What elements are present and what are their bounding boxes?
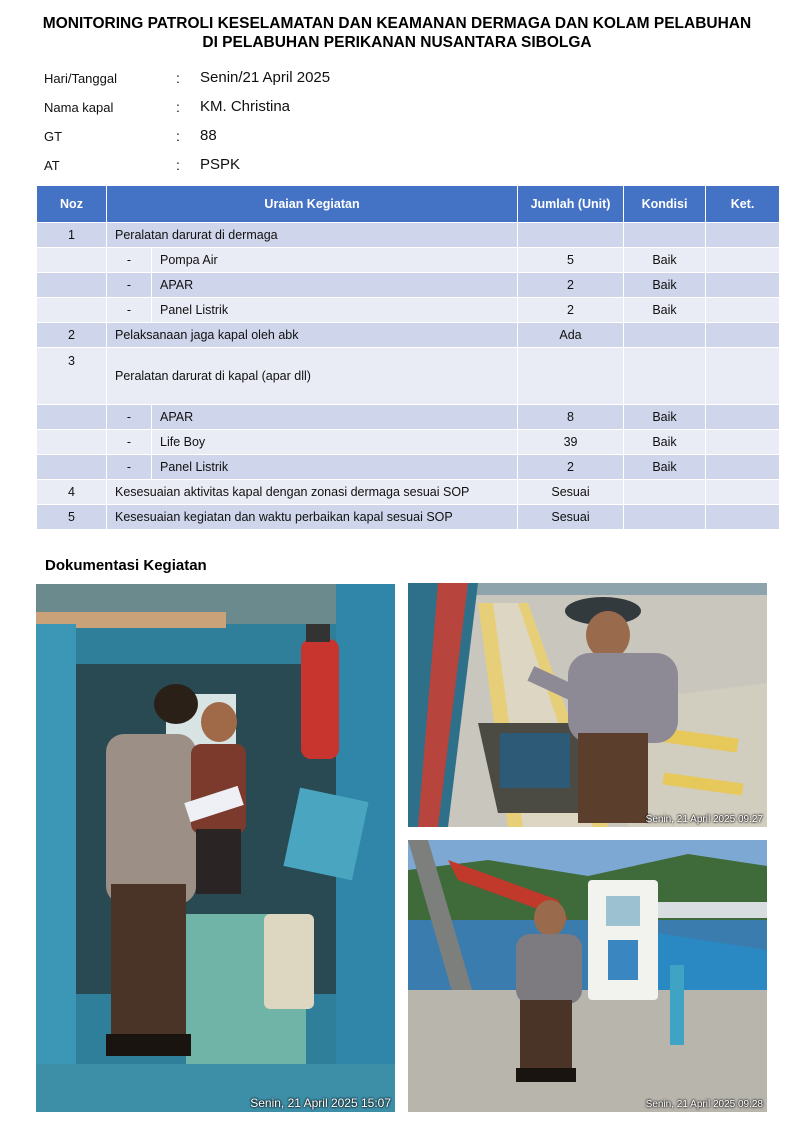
cell-dash: - [107, 455, 152, 480]
title-line-2: DI PELABUHAN PERIKANAN NUSANTARA SIBOLGA [202, 34, 592, 51]
cell-dash: - [107, 273, 152, 298]
cell-no: 5 [37, 505, 107, 530]
cell-ket [706, 348, 780, 405]
info-row-ship-name [44, 95, 544, 124]
table-row [37, 223, 780, 248]
header-no: Noz [37, 186, 107, 223]
cell-ket [706, 430, 780, 455]
cell-ket [706, 273, 780, 298]
cell-dash: - [107, 298, 152, 323]
cell-no: 1 [37, 223, 107, 248]
photo-electrical-panel [408, 840, 767, 1112]
header-jumlah: Jumlah (Unit) [518, 186, 624, 223]
photo-icon [36, 584, 395, 1112]
title-line-1: MONITORING PATROLI KESELAMATAN DAN KEAMANAN DERMAGA DAN KOLAM PELABUHAN [42, 15, 752, 32]
photo-timestamp: Senin, 21 April 2025 15:07 [250, 1096, 391, 1110]
cell-kondisi [624, 505, 706, 530]
info-colon: : [176, 70, 180, 86]
cell-uraian: Kesesuaian aktivitas kapal dengan zonasi dermaga sesuai SOP [107, 480, 518, 505]
cell-uraian: Life Boy [152, 430, 518, 455]
info-value: Senin/21 April 2025 [200, 69, 331, 86]
info-colon: : [176, 128, 180, 144]
photo-icon [408, 840, 767, 1112]
cell-kondisi: Baik [624, 455, 706, 480]
header-uraian: Uraian Kegiatan [107, 186, 518, 223]
table-header-row [37, 186, 780, 223]
info-row-gt [44, 124, 544, 153]
cell-no: 2 [37, 323, 107, 348]
table-row [37, 405, 780, 430]
photo-dock-inspection [408, 583, 767, 827]
info-row-at [44, 153, 544, 182]
cell-uraian: APAR [152, 405, 518, 430]
info-colon: : [176, 157, 180, 173]
cell-kondisi: Baik [624, 405, 706, 430]
table-row [37, 430, 780, 455]
cell-ket [706, 323, 780, 348]
cell-uraian: Panel Listrik [152, 298, 518, 323]
photo-icon [408, 583, 767, 827]
cell-jumlah: 5 [518, 248, 624, 273]
cell-no: 3 [37, 348, 107, 405]
cell-jumlah [518, 223, 624, 248]
info-colon: : [176, 99, 180, 115]
cell-jumlah: 2 [518, 298, 624, 323]
table-row [37, 505, 780, 530]
cell-ket [706, 480, 780, 505]
cell-dash: - [107, 405, 152, 430]
table-row [37, 273, 780, 298]
cell-no [37, 298, 107, 323]
cell-no: 4 [37, 480, 107, 505]
cell-uraian: Pompa Air [152, 248, 518, 273]
patrol-table [36, 185, 780, 530]
cell-ket [706, 405, 780, 430]
documentation-heading: Dokumentasi Kegiatan [45, 557, 207, 574]
cell-kondisi [624, 348, 706, 405]
cell-jumlah: 2 [518, 455, 624, 480]
header-kondisi: Kondisi [624, 186, 706, 223]
cell-jumlah: 39 [518, 430, 624, 455]
cell-ket [706, 298, 780, 323]
cell-uraian: Peralatan darurat di dermaga [107, 223, 518, 248]
cell-uraian: Peralatan darurat di kapal (apar dll) [107, 348, 518, 405]
cell-dash: - [107, 248, 152, 273]
cell-no [37, 455, 107, 480]
cell-no [37, 273, 107, 298]
cell-uraian: Panel Listrik [152, 455, 518, 480]
cell-ket [706, 505, 780, 530]
info-value: 88 [200, 127, 217, 144]
info-label: Hari/Tanggal [44, 71, 117, 86]
cell-ket [706, 223, 780, 248]
cell-kondisi: Baik [624, 273, 706, 298]
cell-jumlah: 8 [518, 405, 624, 430]
info-label: AT [44, 158, 60, 173]
cell-uraian: APAR [152, 273, 518, 298]
table-row [37, 455, 780, 480]
cell-kondisi: Baik [624, 430, 706, 455]
cell-no [37, 405, 107, 430]
cell-jumlah: Sesuai [518, 505, 624, 530]
cell-dash: - [107, 430, 152, 455]
cell-kondisi [624, 323, 706, 348]
table-row [37, 248, 780, 273]
photo-ship-cabin [36, 584, 395, 1112]
info-label: Nama kapal [44, 100, 114, 115]
cell-no [37, 430, 107, 455]
cell-jumlah: Sesuai [518, 480, 624, 505]
table-row [37, 298, 780, 323]
info-value: KM. Christina [200, 98, 291, 115]
cell-kondisi [624, 480, 706, 505]
cell-jumlah: 2 [518, 273, 624, 298]
table-row [37, 348, 780, 405]
cell-jumlah [518, 348, 624, 405]
photo-timestamp: Senin, 21 April 2025 09:27 [645, 814, 763, 825]
info-row-date [44, 66, 544, 95]
cell-no [37, 248, 107, 273]
cell-uraian: Kesesuaian kegiatan dan waktu perbaikan kapal sesuai SOP [107, 505, 518, 530]
photo-timestamp: Senin, 21 April 2025 09:28 [645, 1099, 763, 1110]
info-value: PSPK [200, 156, 241, 173]
table-row [37, 480, 780, 505]
cell-kondisi: Baik [624, 298, 706, 323]
info-label: GT [44, 129, 63, 144]
cell-ket [706, 248, 780, 273]
table-row [37, 323, 780, 348]
header-ket: Ket. [706, 186, 780, 223]
cell-kondisi [624, 223, 706, 248]
cell-ket [706, 455, 780, 480]
cell-jumlah: Ada [518, 323, 624, 348]
cell-uraian: Pelaksanaan jaga kapal oleh abk [107, 323, 518, 348]
cell-kondisi: Baik [624, 248, 706, 273]
document-title [0, 14, 794, 52]
